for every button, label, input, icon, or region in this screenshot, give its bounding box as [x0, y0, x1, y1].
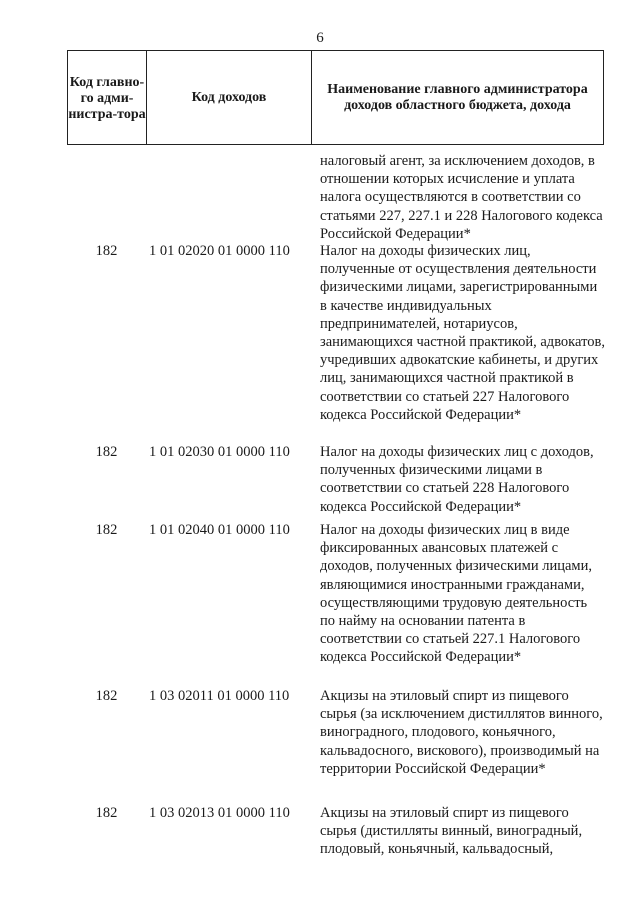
page-number: 6: [316, 30, 324, 46]
income-name: Акцизы на этиловый спирт из пищевого сырья (дистилляты винный, виноградный, плодовый, коньячный, кальвадосный,: [320, 805, 583, 858]
header-income-code-label: Код доходов: [191, 89, 267, 105]
table-header: [67, 50, 604, 145]
admin-code: 182: [95, 805, 118, 821]
admin-code: 182: [95, 522, 118, 538]
income-name: Налог на доходы физических лиц с доходов, полученных физическими лицами в соответствии со статьей 228 Налогового кодекса Российской Федерации*: [320, 444, 594, 515]
income-code: 1 03 02013 01 0000 110: [149, 805, 290, 821]
income-code: 1 01 02040 01 0000 110: [149, 522, 290, 538]
income-name: Налог на доходы физических лиц, полученные от осуществления деятельности физическими лицами, зарегистрированными в качестве индивидуальных предпринимателей, нотариусов, занимающихся частной практикой, адвокатов, учредивших адвокатские кабинеты, и других лиц, занимающихся частной практикой в соответствии со статьей 227 Налогового кодекса Российской Федерации*: [320, 243, 605, 423]
header-income-code: [147, 51, 312, 144]
header-admin-code: [68, 51, 147, 144]
income-code: 1 03 02011 01 0000 110: [149, 688, 290, 704]
income-name: Акцизы на этиловый спирт из пищевого сырья (за исключением дистиллятов винного, виноградного, плодового, коньячного, кальвадосного, вискового), производимый на территории Российской Федерации*: [320, 688, 603, 777]
income-code: 1 01 02020 01 0000 110: [149, 243, 290, 259]
continuation-text: налоговый агент, за исключением доходов, в отношении которых исчисление и уплата налога осуществляются в соответствии со статьями 227, 227.1 и 228 Налогового кодекса Российской Федерации*: [320, 153, 603, 242]
header-name: [312, 51, 603, 144]
header-admin-code-label: Код главно-го адми-нистра-тора: [68, 74, 146, 122]
admin-code: 182: [95, 243, 118, 259]
admin-code: 182: [95, 688, 118, 704]
income-code: 1 01 02030 01 0000 110: [149, 444, 290, 460]
admin-code: 182: [95, 444, 118, 460]
header-name-label: Наименование главного администратора доходов областного бюджета, дохода: [327, 81, 588, 113]
income-name: Налог на доходы физических лиц в виде фиксированных авансовых платежей с доходов, полученных физическими лицами, являющимися иностранными гражданами, осуществляющими трудовую деятельность по найму на основании патента в соответствии со статьей 227.1 Налогового кодекса Российской Федерации*: [320, 522, 592, 666]
